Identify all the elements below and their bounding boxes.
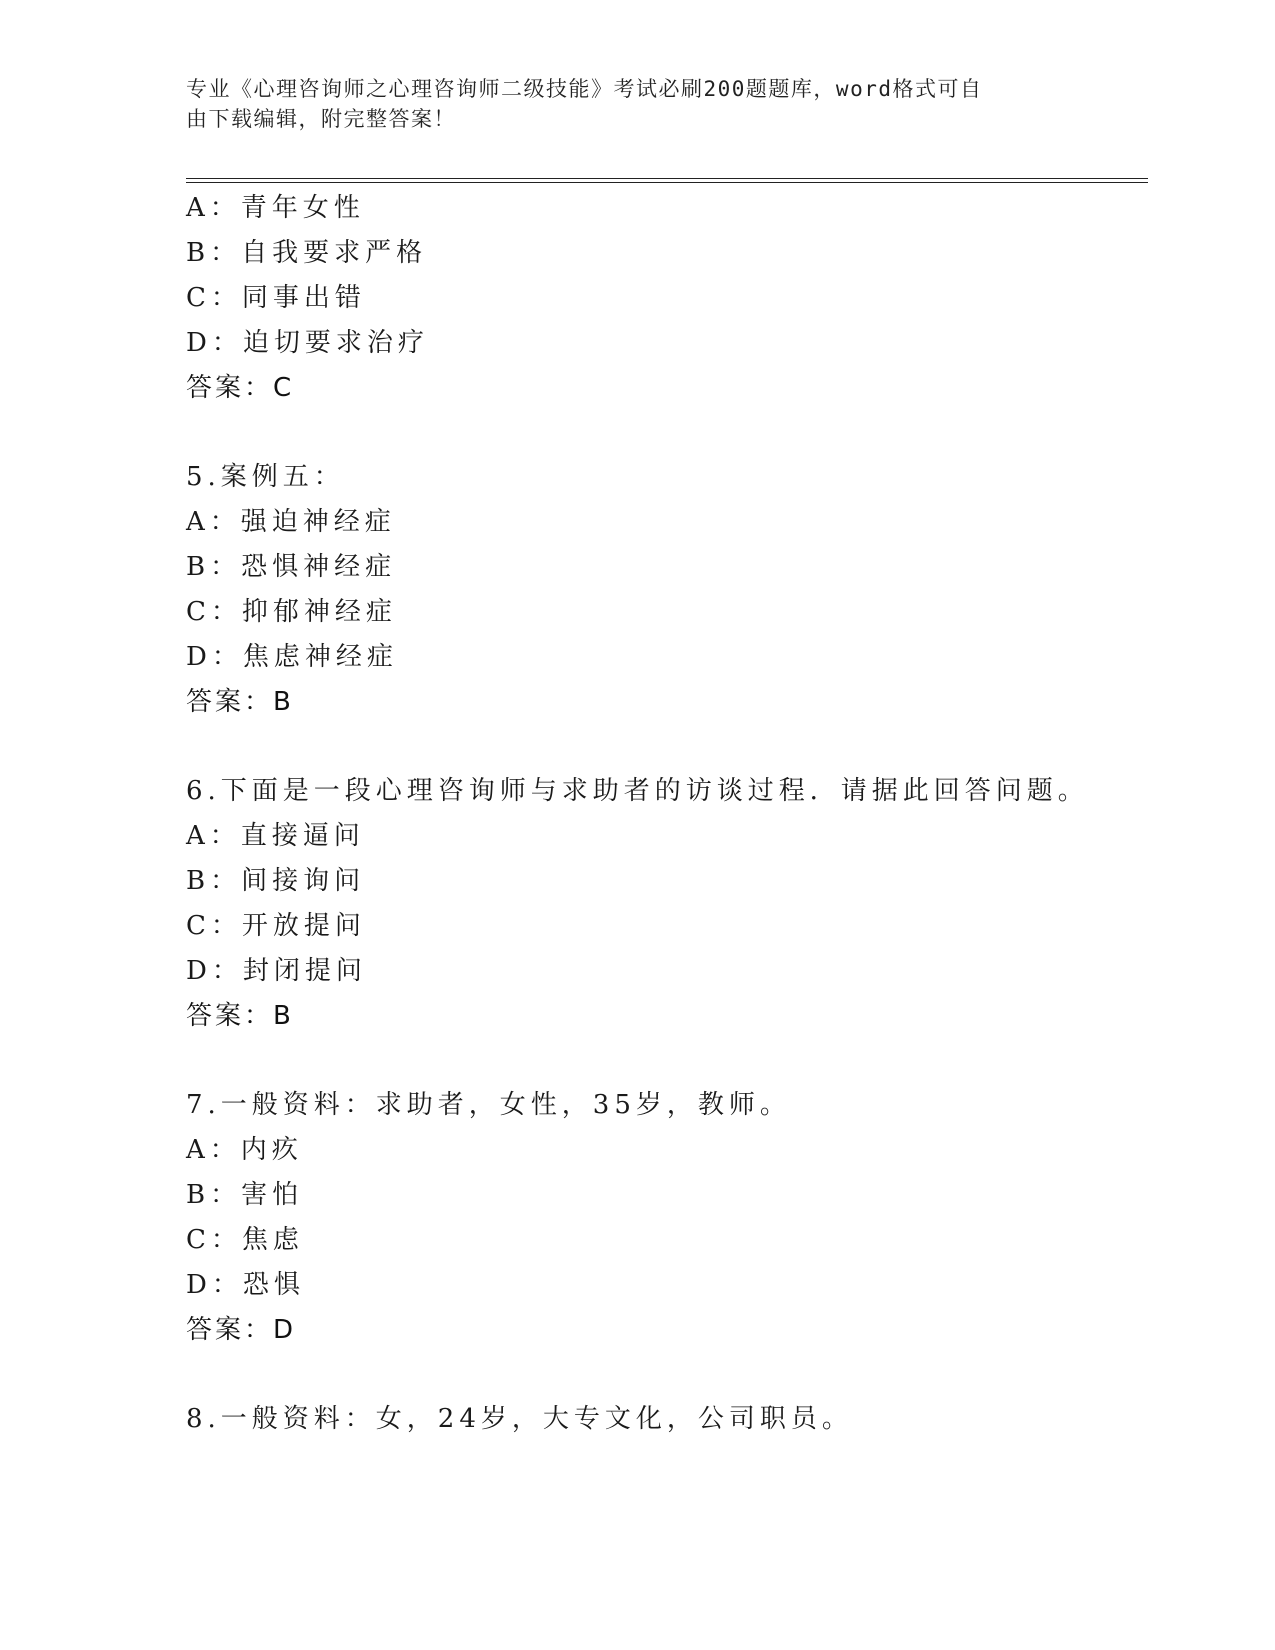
q6-option-b: B：间接询问 (186, 866, 366, 896)
header-rule-bottom (186, 182, 1148, 183)
q6-stem: 6.下面是一段心理咨询师与求助者的访谈过程．请据此回答问题。 (186, 776, 1089, 806)
q7-option-c: C：焦虑 (186, 1225, 304, 1255)
q6-option-c: C：开放提问 (186, 911, 366, 941)
q4-answer: 答案：C (186, 373, 295, 403)
q7-answer: 答案：D (186, 1315, 297, 1345)
q4-option-a: A：青年女性 (186, 193, 365, 223)
header-line-1: 专业《心理咨询师之心理咨询师二级技能》考试必刷200题题库，word格式可自 (186, 77, 983, 101)
q5-option-a: A：强迫神经症 (186, 507, 396, 537)
q7-option-a: A：内疚 (186, 1135, 303, 1165)
header-line-2: 由下载编辑，附完整答案！ (186, 107, 456, 131)
q5-answer: 答案：B (186, 687, 294, 717)
q4-option-d: D：迫切要求治疗 (186, 328, 429, 358)
q7-option-d: D：恐惧 (186, 1270, 305, 1300)
q4-option-b: B：自我要求严格 (186, 238, 428, 268)
document-header (186, 74, 1066, 134)
q7-stem: 7.一般资料：求助者，女性，35岁，教师。 (186, 1090, 791, 1120)
q8-stem: 8.一般资料：女，24岁，大专文化，公司职员。 (186, 1404, 853, 1434)
q5-option-c: C：抑郁神经症 (186, 597, 397, 627)
q4-option-c: C：同事出错 (186, 283, 366, 313)
q5-option-d: D：焦虑神经症 (186, 642, 398, 672)
q6-option-a: A：直接逼问 (186, 821, 365, 851)
q5-option-b: B：恐惧神经症 (186, 552, 397, 582)
q5-stem: 5.案例五： (186, 462, 345, 492)
header-rule-top (186, 178, 1148, 179)
q6-answer: 答案：B (186, 1001, 294, 1031)
q7-option-b: B：害怕 (186, 1180, 304, 1210)
q6-option-d: D：封闭提问 (186, 956, 367, 986)
